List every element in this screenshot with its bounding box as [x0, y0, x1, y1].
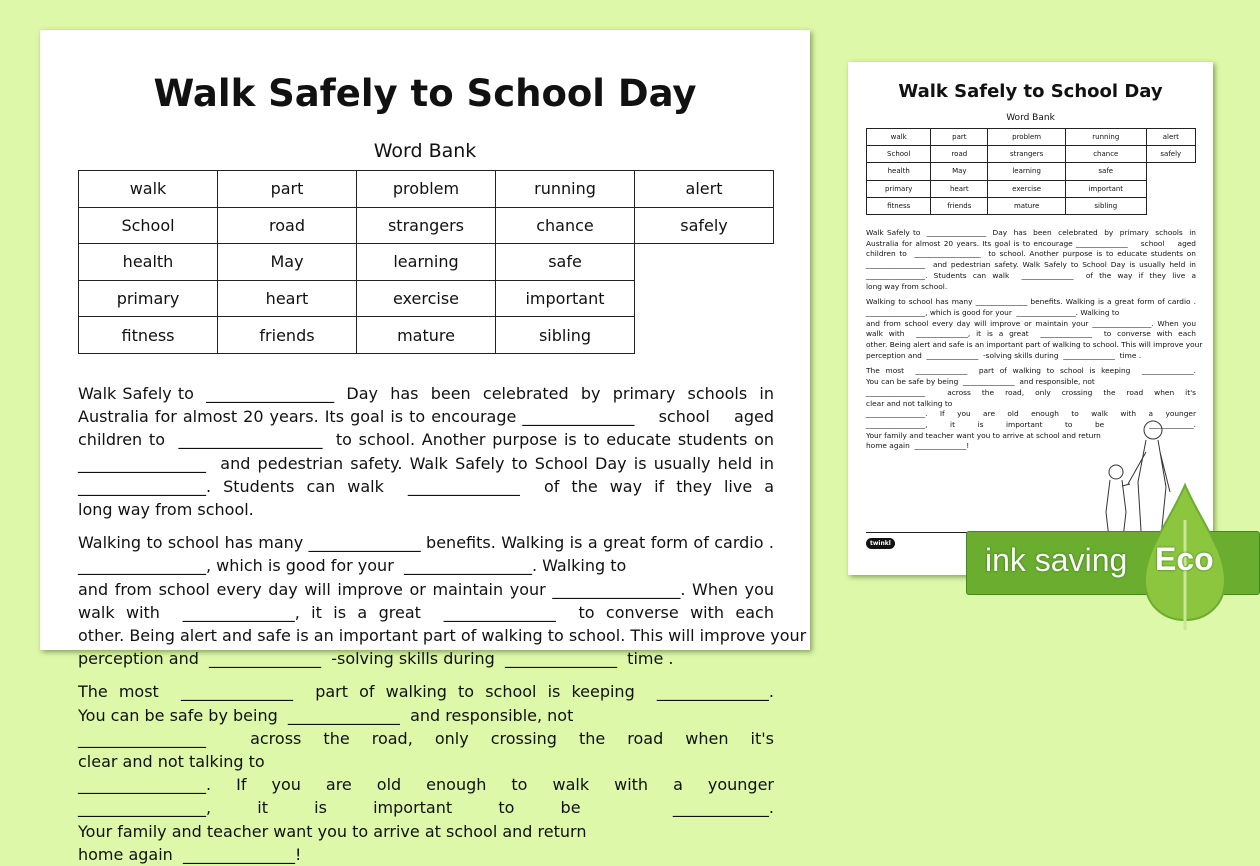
text-line: children to __________________ to school. Another purpose is to educate students on — [78, 430, 774, 450]
word-cell: heart — [218, 280, 357, 317]
word-cell: running — [1065, 129, 1146, 146]
word-cell: walk — [79, 171, 218, 208]
text-line: Australia for almost 20 years. Its goal is to encourage ______________ school aged — [866, 238, 1196, 248]
word-cell: fitness — [867, 197, 931, 214]
text-line: Your family and teacher want you to arrive at school and return — [866, 430, 1101, 440]
word-bank-row — [867, 163, 1196, 180]
text-line: ________________. Students can walk ______________ of the way if they live a — [78, 476, 774, 496]
page-title: Walk Safely to School Day — [898, 81, 1163, 102]
text-line: ________________, it is important to be ____________. — [866, 419, 1196, 429]
word-cell: friends — [218, 317, 357, 354]
text-line: Walking to school has many ______________ benefits. Walking is a great form of cardio . — [866, 297, 1196, 307]
word-cell: important — [1065, 180, 1146, 197]
word-cell: learning — [988, 163, 1066, 180]
brand-logo: twinkl — [866, 538, 895, 549]
word-cell: primary — [867, 180, 931, 197]
text-line: other. Being alert and safe is an important part of walking to school. This will improve your — [78, 626, 807, 646]
word-bank-table — [866, 128, 1196, 215]
text-line: You can be safe by being ______________ and responsible, not — [78, 705, 574, 725]
text-line: clear and not talking to — [78, 752, 265, 772]
worksheet-preview-large — [40, 30, 810, 864]
text-line: long way from school. — [78, 500, 254, 520]
word-cell: safe — [1065, 163, 1146, 180]
word-cell: exercise — [357, 280, 496, 317]
text-line: ________________. If you are old enough to walk with a younger — [866, 409, 1196, 419]
empty-cell — [635, 244, 774, 354]
word-cell: learning — [357, 244, 496, 281]
word-bank-table — [78, 170, 774, 354]
text-line: You can be safe by being ______________ and responsible, not — [866, 377, 1095, 387]
word-cell: chance — [1065, 146, 1146, 163]
word-cell: School — [79, 207, 218, 244]
word-cell: safely — [1146, 146, 1195, 163]
text-line: children to __________________ to school. Another purpose is to educate students on — [866, 249, 1196, 259]
word-cell: problem — [357, 171, 496, 208]
word-cell: road — [218, 207, 357, 244]
word-cell: safe — [496, 244, 635, 281]
word-cell: sibling — [1065, 197, 1146, 214]
word-bank-row — [79, 207, 774, 244]
page-title: Walk Safely to School Day — [153, 72, 697, 115]
word-cell: sibling — [496, 317, 635, 354]
eco-label: Eco — [1155, 541, 1214, 577]
word-bank-label: Word Bank — [1006, 113, 1055, 123]
text-line: ________________ across the road, only crossing the road when it's — [866, 387, 1196, 397]
text-line: ________________, it is important to be ____________. — [78, 798, 774, 818]
word-bank-row — [79, 171, 774, 208]
word-cell: May — [931, 163, 988, 180]
text-line: walk with ______________, it is a great ______________ to converse with each — [866, 329, 1196, 339]
word-cell: mature — [988, 197, 1066, 214]
text-line: long way from school. — [866, 281, 948, 291]
text-line: perception and ______________ -solving skills during ______________ time . — [78, 649, 674, 669]
word-bank-row — [79, 244, 774, 281]
word-bank-row — [867, 146, 1196, 163]
text-line: Your family and teacher want you to arrive at school and return — [78, 821, 587, 841]
text-line: ________________. Students can walk ______________ of the way if they live a — [866, 270, 1196, 280]
text-line: The most ______________ part of walking to school is keeping ______________. — [866, 366, 1196, 376]
word-cell: part — [218, 171, 357, 208]
text-line: other. Being alert and safe is an important part of walking to school. This will improve your — [866, 340, 1203, 350]
text-line: Australia for almost 20 years. Its goal is to encourage ______________ school aged — [78, 407, 774, 427]
word-bank-label: Word Bank — [373, 140, 477, 162]
word-cell: running — [496, 171, 635, 208]
text-line: Walking to school has many ______________ benefits. Walking is a great form of cardio . — [78, 533, 774, 553]
text-line: and from school every day will improve or maintain your ________________. When you — [866, 318, 1196, 328]
text-line: ________________. If you are old enough to walk with a younger — [78, 775, 774, 795]
word-cell: chance — [496, 207, 635, 244]
text-line: and from school every day will improve or maintain your ________________. When you — [78, 579, 774, 599]
word-cell: road — [931, 146, 988, 163]
text-line: home again ______________! — [78, 844, 302, 864]
text-line: ________________ and pedestrian safety. Walk Safely to School Day is usually held in — [78, 453, 774, 473]
word-cell: problem — [988, 129, 1066, 146]
word-cell: primary — [79, 280, 218, 317]
text-line: home again ______________! — [866, 441, 970, 451]
word-cell: May — [218, 244, 357, 281]
word-cell: alert — [635, 171, 774, 208]
text-line: ________________, which is good for your ________________. Walking to — [866, 307, 1120, 317]
word-bank-row — [867, 129, 1196, 146]
word-cell: heart — [931, 180, 988, 197]
word-cell: School — [867, 146, 931, 163]
text-line: Walk Safely to ________________ Day has been celebrated by primary schools in — [78, 384, 774, 403]
text-line: Walk Safely to ________________ Day has been celebrated by primary schools in — [866, 228, 1196, 237]
text-line: walk with ______________, it is a great ______________ to converse with each — [78, 602, 774, 622]
empty-cell — [1146, 163, 1195, 215]
text-line: ________________ and pedestrian safety. Walk Safely to School Day is usually held in — [866, 260, 1196, 270]
word-cell: mature — [357, 317, 496, 354]
word-cell: fitness — [79, 317, 218, 354]
word-cell: health — [79, 244, 218, 281]
word-cell: health — [867, 163, 931, 180]
word-cell: alert — [1146, 129, 1195, 146]
text-line: ________________, which is good for your ________________. Walking to — [78, 556, 627, 576]
word-cell: exercise — [988, 180, 1066, 197]
text-line: perception and ______________ -solving skills during ______________ time . — [866, 350, 1142, 360]
worksheet-text — [78, 382, 807, 866]
word-cell: friends — [931, 197, 988, 214]
text-line: The most ______________ part of walking to school is keeping ______________. — [78, 682, 774, 702]
ink-saving-label: ink saving — [985, 542, 1128, 578]
word-cell: safely — [635, 207, 774, 244]
word-cell: walk — [867, 129, 931, 146]
text-line: clear and not talking to — [866, 398, 953, 408]
word-cell: part — [931, 129, 988, 146]
word-cell: strangers — [988, 146, 1066, 163]
word-cell: strangers — [357, 207, 496, 244]
word-cell: important — [496, 280, 635, 317]
text-line: ________________ across the road, only crossing the road when it's — [78, 728, 774, 748]
